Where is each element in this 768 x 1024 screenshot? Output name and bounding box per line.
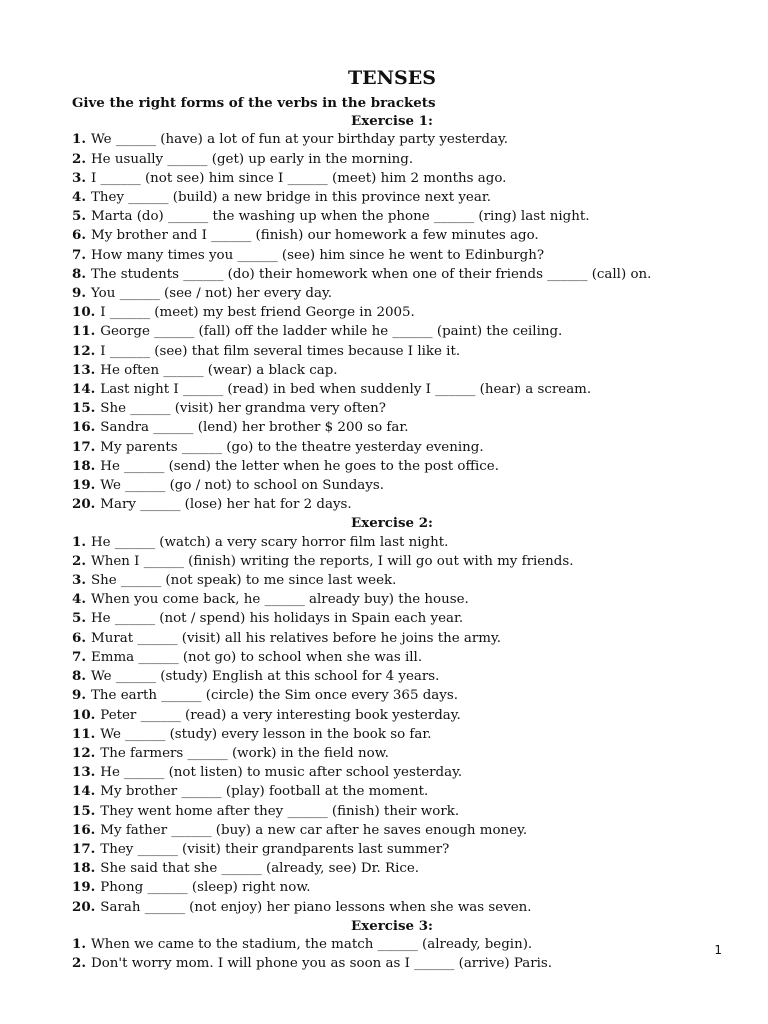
question-item bbox=[72, 571, 712, 590]
question-number: 12. bbox=[72, 342, 96, 359]
question-text: Last night I ______ (read) in bed when suddenly I ______ (hear) a scream. bbox=[100, 382, 592, 398]
question-item bbox=[72, 438, 712, 457]
question-item bbox=[72, 782, 712, 801]
question-item bbox=[72, 935, 712, 954]
question-item bbox=[72, 226, 712, 245]
question-number: 3. bbox=[72, 169, 86, 186]
question-number: 1. bbox=[72, 131, 86, 148]
question-number: 10. bbox=[72, 706, 96, 723]
question-text: We ______ (go / not) to school on Sundays. bbox=[100, 478, 384, 494]
question-number: 16. bbox=[72, 821, 96, 838]
question-number: 19. bbox=[72, 879, 96, 896]
question-item bbox=[72, 533, 712, 552]
question-item bbox=[72, 878, 712, 897]
question-text: Marta (do) ______ the washing up when the phone ______ (ring) last night. bbox=[90, 209, 590, 225]
exercise-heading: Exercise 2: bbox=[351, 515, 433, 532]
question-item bbox=[72, 552, 712, 571]
question-item bbox=[72, 246, 712, 265]
question-item bbox=[72, 399, 712, 418]
question-item bbox=[72, 303, 712, 322]
question-item bbox=[72, 495, 712, 514]
question-number: 11. bbox=[72, 323, 96, 340]
question-item bbox=[72, 476, 712, 495]
question-text: She said that she ______ (already, see) Dr. Rice. bbox=[100, 861, 420, 877]
question-item bbox=[72, 590, 712, 609]
question-text: I ______ (see) that film several times because I like it. bbox=[100, 343, 461, 359]
question-item bbox=[72, 629, 712, 648]
question-number: 20. bbox=[72, 898, 96, 915]
question-number: 14. bbox=[72, 381, 96, 398]
question-number: 13. bbox=[72, 764, 96, 781]
question-text: We ______ (have) a lot of fun at your birthday party yesterday. bbox=[90, 132, 509, 148]
question-text: I ______ (not see) him since I ______ (meet) him 2 months ago. bbox=[90, 170, 507, 186]
question-item bbox=[72, 380, 712, 399]
question-number: 18. bbox=[72, 457, 96, 474]
question-item bbox=[72, 725, 712, 744]
question-item bbox=[72, 418, 712, 437]
question-item bbox=[72, 763, 712, 782]
worksheet bbox=[72, 66, 712, 973]
question-number: 6. bbox=[72, 629, 86, 646]
question-text: We ______ (study) English at this school for 4 years. bbox=[90, 669, 440, 685]
question-number: 10. bbox=[72, 304, 96, 321]
question-text: He ______ (not listen) to music after school yesterday. bbox=[100, 765, 463, 781]
question-text: My parents ______ (go) to the theatre yesterday evening. bbox=[100, 439, 484, 455]
question-number: 2. bbox=[72, 552, 86, 569]
question-item bbox=[72, 150, 712, 169]
question-item bbox=[72, 686, 712, 705]
question-text: When you come back, he ______ already buy) the house. bbox=[90, 592, 469, 608]
question-number: 2. bbox=[72, 150, 86, 167]
instruction: Give the right forms of the verbs in the brackets bbox=[72, 95, 436, 111]
question-text: Peter ______ (read) a very interesting book yesterday. bbox=[100, 707, 461, 723]
question-text: My brother ______ (play) football at the moment. bbox=[100, 784, 429, 800]
question-text: They ______ (visit) their grandparents last summer? bbox=[100, 841, 450, 857]
question-item bbox=[72, 667, 712, 686]
question-text: How many times you ______ (see) him since he went to Edinburgh? bbox=[90, 247, 545, 263]
question-text: He ______ (watch) a very scary horror film last night. bbox=[90, 534, 449, 550]
question-text: The students ______ (do) their homework when one of their friends ______ (call) on. bbox=[90, 266, 652, 282]
question-text: She ______ (not speak) to me since last week. bbox=[90, 573, 397, 589]
question-number: 12. bbox=[72, 744, 96, 761]
question-item bbox=[72, 284, 712, 303]
question-number: 15. bbox=[72, 400, 96, 417]
question-number: 7. bbox=[72, 648, 86, 665]
question-text: You ______ (see / not) her every day. bbox=[90, 286, 332, 302]
question-item bbox=[72, 744, 712, 763]
question-item bbox=[72, 609, 712, 628]
question-number: 8. bbox=[72, 265, 86, 282]
page-number: 1 bbox=[714, 943, 722, 957]
question-text: When I ______ (finish) writing the reports, I will go out with my friends. bbox=[90, 553, 574, 569]
question-text: They went home after they ______ (finish) their work. bbox=[100, 803, 460, 819]
question-item bbox=[72, 207, 712, 226]
question-text: When we came to the stadium, the match ______ (already, begin). bbox=[90, 936, 533, 952]
question-number: 15. bbox=[72, 802, 96, 819]
question-item bbox=[72, 265, 712, 284]
question-number: 1. bbox=[72, 935, 86, 952]
question-number: 7. bbox=[72, 246, 86, 263]
exercise-list bbox=[72, 112, 712, 973]
question-text: Emma ______ (not go) to school when she was ill. bbox=[90, 649, 423, 665]
question-number: 9. bbox=[72, 687, 86, 704]
question-number: 4. bbox=[72, 591, 86, 608]
question-number: 18. bbox=[72, 860, 96, 877]
question-text: Mary ______ (lose) her hat for 2 days. bbox=[100, 497, 352, 513]
question-text: The earth ______ (circle) the Sim once every 365 days. bbox=[90, 688, 458, 704]
question-number: 14. bbox=[72, 783, 96, 800]
question-text: Sandra ______ (lend) her brother $ 200 so far. bbox=[100, 420, 409, 436]
question-number: 4. bbox=[72, 189, 86, 206]
question-number: 19. bbox=[72, 477, 96, 494]
question-item bbox=[72, 188, 712, 207]
exercise-2 bbox=[72, 514, 712, 916]
question-number: 8. bbox=[72, 668, 86, 685]
question-item bbox=[72, 361, 712, 380]
question-item bbox=[72, 954, 712, 973]
question-text: My father ______ (buy) a new car after he saves enough money. bbox=[100, 822, 528, 838]
question-item bbox=[72, 706, 712, 725]
exercise-heading: Exercise 3: bbox=[351, 917, 433, 934]
question-number: 2. bbox=[72, 955, 86, 972]
question-number: 11. bbox=[72, 725, 96, 742]
question-text: We ______ (study) every lesson in the book so far. bbox=[100, 726, 432, 742]
question-text: I ______ (meet) my best friend George in 2005. bbox=[100, 305, 415, 321]
question-number: 16. bbox=[72, 419, 96, 436]
question-item bbox=[72, 840, 712, 859]
question-item bbox=[72, 130, 712, 149]
question-item bbox=[72, 648, 712, 667]
question-item bbox=[72, 342, 712, 361]
question-text: He often ______ (wear) a black cap. bbox=[100, 362, 338, 378]
question-number: 5. bbox=[72, 208, 86, 225]
question-item bbox=[72, 802, 712, 821]
question-text: Sarah ______ (not enjoy) her piano lessons when she was seven. bbox=[100, 899, 532, 915]
question-number: 5. bbox=[72, 610, 86, 627]
exercise-heading: Exercise 1: bbox=[351, 113, 433, 130]
question-number: 3. bbox=[72, 572, 86, 589]
question-number: 20. bbox=[72, 496, 96, 513]
exercise-3 bbox=[72, 917, 712, 974]
question-text: Murat ______ (visit) all his relatives before he joins the army. bbox=[90, 630, 502, 646]
question-text: Phong ______ (sleep) right now. bbox=[100, 880, 311, 896]
question-text: My brother and I ______ (finish) our homework a few minutes ago. bbox=[90, 228, 539, 244]
question-item bbox=[72, 169, 712, 188]
question-text: Don't worry mom. I will phone you as soon as I ______ (arrive) Paris. bbox=[90, 956, 553, 972]
question-item bbox=[72, 322, 712, 341]
question-text: He ______ (not / spend) his holidays in Spain each year. bbox=[90, 611, 464, 627]
question-number: 17. bbox=[72, 438, 96, 455]
question-text: George ______ (fall) off the ladder while he ______ (paint) the ceiling. bbox=[100, 324, 563, 340]
question-item bbox=[72, 821, 712, 840]
question-item bbox=[72, 859, 712, 878]
question-number: 6. bbox=[72, 227, 86, 244]
question-number: 17. bbox=[72, 840, 96, 857]
question-text: The farmers ______ (work) in the field now. bbox=[100, 745, 389, 761]
exercise-1 bbox=[72, 112, 712, 514]
question-number: 9. bbox=[72, 285, 86, 302]
question-text: She ______ (visit) her grandma very often? bbox=[100, 401, 386, 417]
question-number: 1. bbox=[72, 533, 86, 550]
question-item bbox=[72, 898, 712, 917]
question-text: They ______ (build) a new bridge in this province next year. bbox=[90, 190, 492, 206]
question-text: He ______ (send) the letter when he goes to the post office. bbox=[100, 458, 499, 474]
question-number: 13. bbox=[72, 361, 96, 378]
question-item bbox=[72, 457, 712, 476]
question-text: He usually ______ (get) up early in the morning. bbox=[90, 151, 414, 167]
page-title: TENSES bbox=[348, 67, 436, 89]
